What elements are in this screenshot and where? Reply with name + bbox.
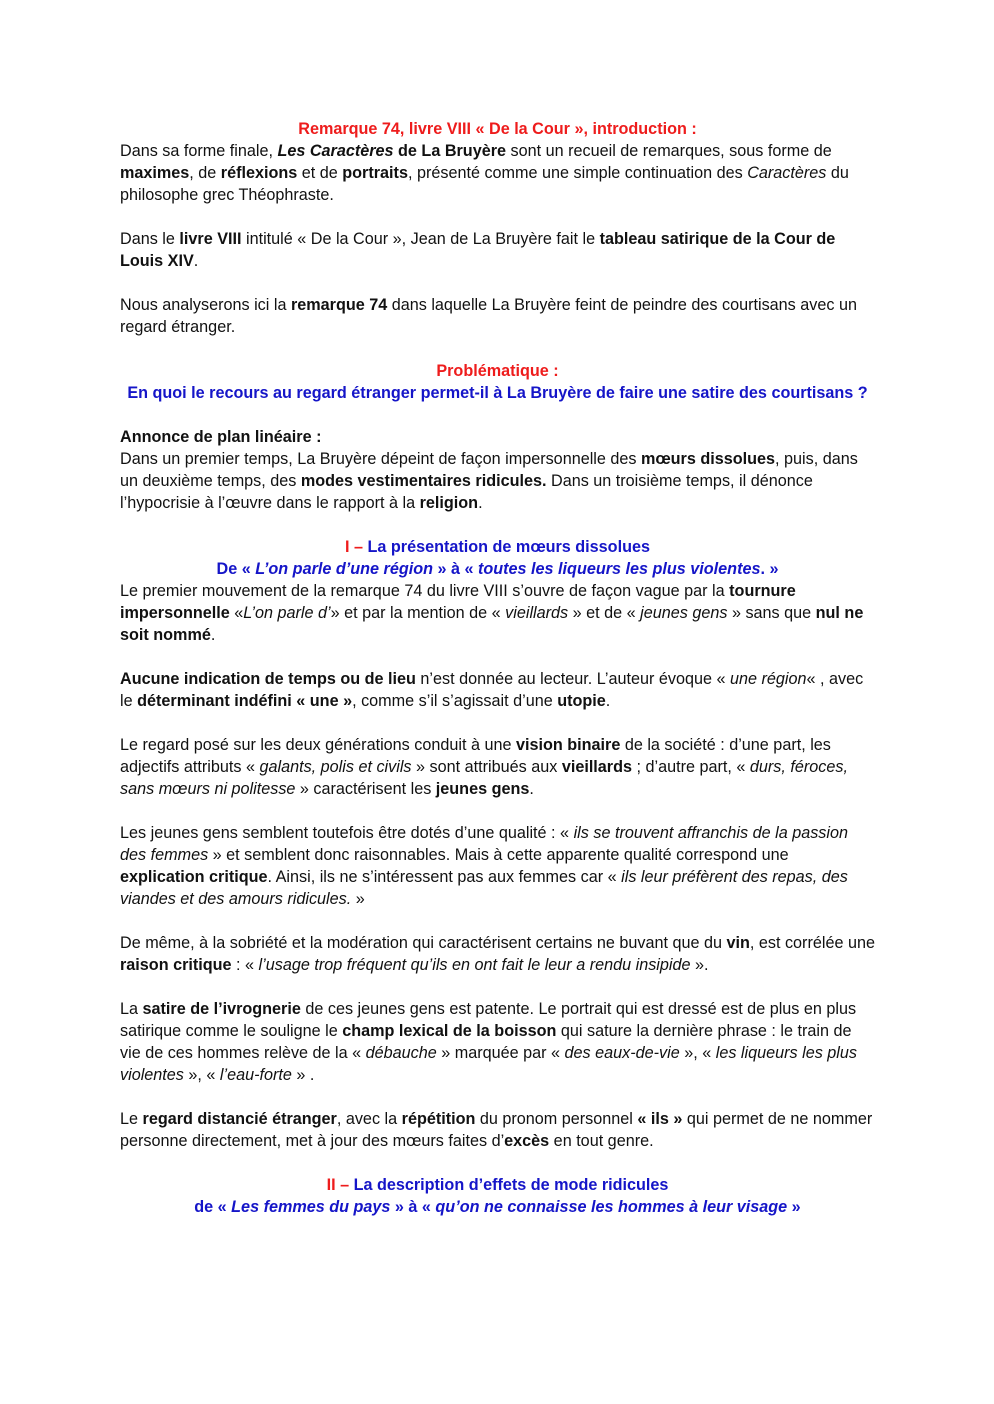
part2-heading: II – La description d’effets de mode ridicules bbox=[326, 1176, 669, 1194]
part1-paragraph-1: Le premier mouvement de la remarque 74 du livre VIII s’ouvre de façon vague par la tournure impersonnelle «L’on parle d’» et par la mention de « vieillards » et de « jeunes gens » sans que nul ne soit nommé. bbox=[120, 582, 864, 644]
part1-paragraph-6: La satire de l’ivrognerie de ces jeunes gens est patente. Le portrait qui est dressé est de plus en plus satirique comme le souligne le champ lexical de la boisson qui sature la dernière phrase : le train de vie de ces hommes relève de la « débauche » marquée par « des eaux-de-vie », « les liqueurs les plus violentes », « l’eau-forte » . bbox=[120, 1000, 857, 1084]
part1-range: De « L’on parle d’une région » à « toutes les liqueurs les plus violentes. » bbox=[216, 560, 779, 578]
part2-range: de « Les femmes du pays » à « qu’on ne connaisse les hommes à leur visage » bbox=[194, 1198, 801, 1216]
part1-paragraph-4: Les jeunes gens semblent toutefois être dotés d’une qualité : « ils se trouvent affranchis de la passion des femmes » et semblent donc raisonnables. Mais à cette apparente qualité correspond une explication critique. Ainsi, ils ne s’intéressent pas aux femmes car « ils leur préfèrent des repas, des viandes et des amours ridicules. » bbox=[120, 824, 848, 908]
intro-heading: Remarque 74, livre VIII « De la Cour », introduction : bbox=[298, 120, 697, 138]
problematique-question: En quoi le recours au regard étranger permet-il à La Bruyère de faire une satire des courtisans ? bbox=[127, 384, 868, 402]
intro-paragraph-1: Dans sa forme finale, Les Caractères de La Bruyère sont un recueil de remarques, sous forme de maximes, de réflexions et de portraits, présenté comme une simple continuation des Caractères du philosophe grec Théophraste. bbox=[120, 142, 849, 204]
document-page bbox=[120, 118, 875, 1218]
part1-paragraph-2: Aucune indication de temps ou de lieu n’est donnée au lecteur. L’auteur évoque « une région« , avec le déterminant indéfini « une », comme s’il s’agissait d’une utopie. bbox=[120, 670, 864, 710]
plan-label: Annonce de plan linéaire : bbox=[120, 428, 322, 446]
intro-paragraph-3: Nous analyserons ici la remarque 74 dans laquelle La Bruyère feint de peindre des courtisans avec un regard étranger. bbox=[120, 296, 857, 336]
part1-paragraph-3: Le regard posé sur les deux générations conduit à une vision binaire de la société : d’une part, les adjectifs attributs « galants, polis et civils » sont attribués aux vieillards ; d’autre part, « durs, féroces, sans mœurs ni politesse » caractérisent les jeunes gens. bbox=[120, 736, 848, 798]
part1-paragraph-7: Le regard distancié étranger, avec la répétition du pronom personnel « ils » qui permet de ne nommer personne directement, met à jour des mœurs faites d’excès en tout genre. bbox=[120, 1110, 873, 1150]
part1-paragraph-5: De même, à la sobriété et la modération qui caractérisent certains ne buvant que du vin, est corrélée une raison critique : « l’usage trop fréquent qu’ils en ont fait le leur a rendu insipide ». bbox=[120, 934, 875, 974]
plan-paragraph: Dans un premier temps, La Bruyère dépeint de façon impersonnelle des mœurs dissolues, puis, dans un deuxième temps, des modes vestimentaires ridicules. Dans un troisième temps, il dénonce l’hypocrisie à l’œuvre dans le rapport à la religion. bbox=[120, 450, 858, 512]
intro-paragraph-2: Dans le livre VIII intitulé « De la Cour », Jean de La Bruyère fait le tableau satirique de la Cour de Louis XIV. bbox=[120, 230, 836, 270]
part1-heading: I – La présentation de mœurs dissolues bbox=[345, 538, 650, 556]
problematique-label: Problématique : bbox=[436, 362, 559, 380]
